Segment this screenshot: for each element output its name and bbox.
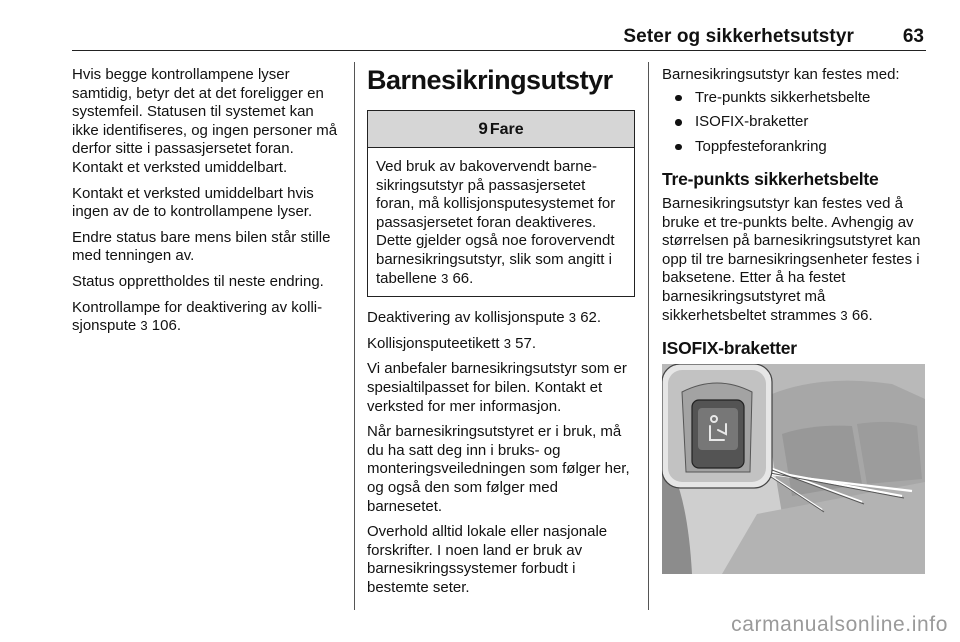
warning-header <box>368 111 634 148</box>
column-left <box>72 66 344 343</box>
paragraph-with-ref: Kollisjonsputeetikett 3 57. <box>367 334 537 352</box>
isofix-illustration <box>662 364 925 574</box>
watermark: carmanualsonline.info <box>731 613 948 636</box>
page-ref-link[interactable]: 66. <box>452 269 474 287</box>
list-item: Tre-punkts sikkerhetsbelte <box>662 89 928 108</box>
arrow-ref-icon: 3 <box>503 335 511 351</box>
page-ref-link[interactable]: 106. <box>151 317 181 335</box>
paragraph: Kontakt et verksted umiddelbart hvis ingen av de to kontrollampene lyser. <box>72 184 314 221</box>
list-item: Toppfesteforankring <box>662 138 928 157</box>
bullet-list <box>662 89 928 157</box>
arrow-ref-icon: 3 <box>441 270 449 286</box>
column-divider-2 <box>648 62 649 610</box>
warning-box <box>367 110 635 297</box>
paragraph: Barnesikringsutstyr kan festes med: <box>662 66 900 83</box>
arrow-ref-icon: 3 <box>840 307 848 323</box>
column-middle <box>367 66 635 604</box>
paragraph-with-ref: Deaktivering av kollisjonspute 3 62. <box>367 309 602 327</box>
paragraph: Hvis begge kontrollampene lyser samtidig, betyr det at det foreligger en systemfeil. Statusen til systemet kan ikke identifiseres, og ingen personer må derfor sitte i passasjersetet foran. Kontakt et verksted umiddelbart. <box>72 66 338 176</box>
arrow-ref-icon: 3 <box>568 310 577 326</box>
list-item: ISOFIX-braketter <box>662 113 928 132</box>
paragraph: Vi anbefaler barnesikringsutstyr som er spesialtilpasset for bilen. Kontakt et verksted for mer informasjon. <box>367 360 627 415</box>
section-title: Seter og sikkerhetsutstyr <box>623 26 854 47</box>
warning-title: Fare <box>489 121 524 138</box>
page-header <box>72 22 926 51</box>
paragraph: Når barnesikringsutstyret er i bruk, må du ha satt deg inn i bruks- og monteringsveiledningen som følger her, og også den som følger med barnesetet. <box>367 423 630 515</box>
page-number: 63 <box>902 26 924 47</box>
paragraph: Endre status bare mens bilen står stille med tenningen av. <box>72 228 331 265</box>
warning-text: Ved bruk av bakovervendt barnesikringsutstyr på passasjersetet foran, må kollisjonsputesystemet for passasjersetet foran deaktiveres. Dette gjelder også noe forovervendt barnesikringsutstyr, slik som angitt i tabellene 3 66. <box>376 158 616 287</box>
page-ref-link[interactable]: 57. <box>515 334 537 352</box>
page-ref-link[interactable]: 66. <box>851 306 873 324</box>
page-ref-link[interactable]: 62. <box>580 309 602 327</box>
column-divider-1 <box>354 62 355 610</box>
isofix-figure <box>662 364 925 574</box>
paragraph-with-ref: Kontrollampe for deaktivering av kollisjonspute 3 106. <box>72 298 323 335</box>
paragraph-with-ref: Barnesikringsutstyr kan festes ved å bruke et tre-punkts belte. Avhengig av størrelsen på barnesikringsutstyret kan opp til tre barnesikringsenheter festes i baksetene. Etter å ha festet barnesikringsutstyret må sikkerhetsbeltet strammes 3 66. <box>662 194 921 324</box>
warning-triangle-icon: 9 <box>478 119 488 138</box>
subsection-heading: ISOFIX-braketter <box>662 338 797 359</box>
arrow-ref-icon: 3 <box>140 318 148 334</box>
paragraph: Overhold alltid lokale eller nasjonale forskrifter. I noen land er bruk av barnesikringssystemer forbudt i bestemte seter. <box>367 523 608 596</box>
subsection-heading: Tre-punkts sikkerhetsbelte <box>662 169 879 190</box>
paragraph: Status opprettholdes til neste endring. <box>72 272 324 290</box>
section-heading: Barnesikringsutstyr <box>367 65 613 95</box>
column-right <box>662 66 928 368</box>
